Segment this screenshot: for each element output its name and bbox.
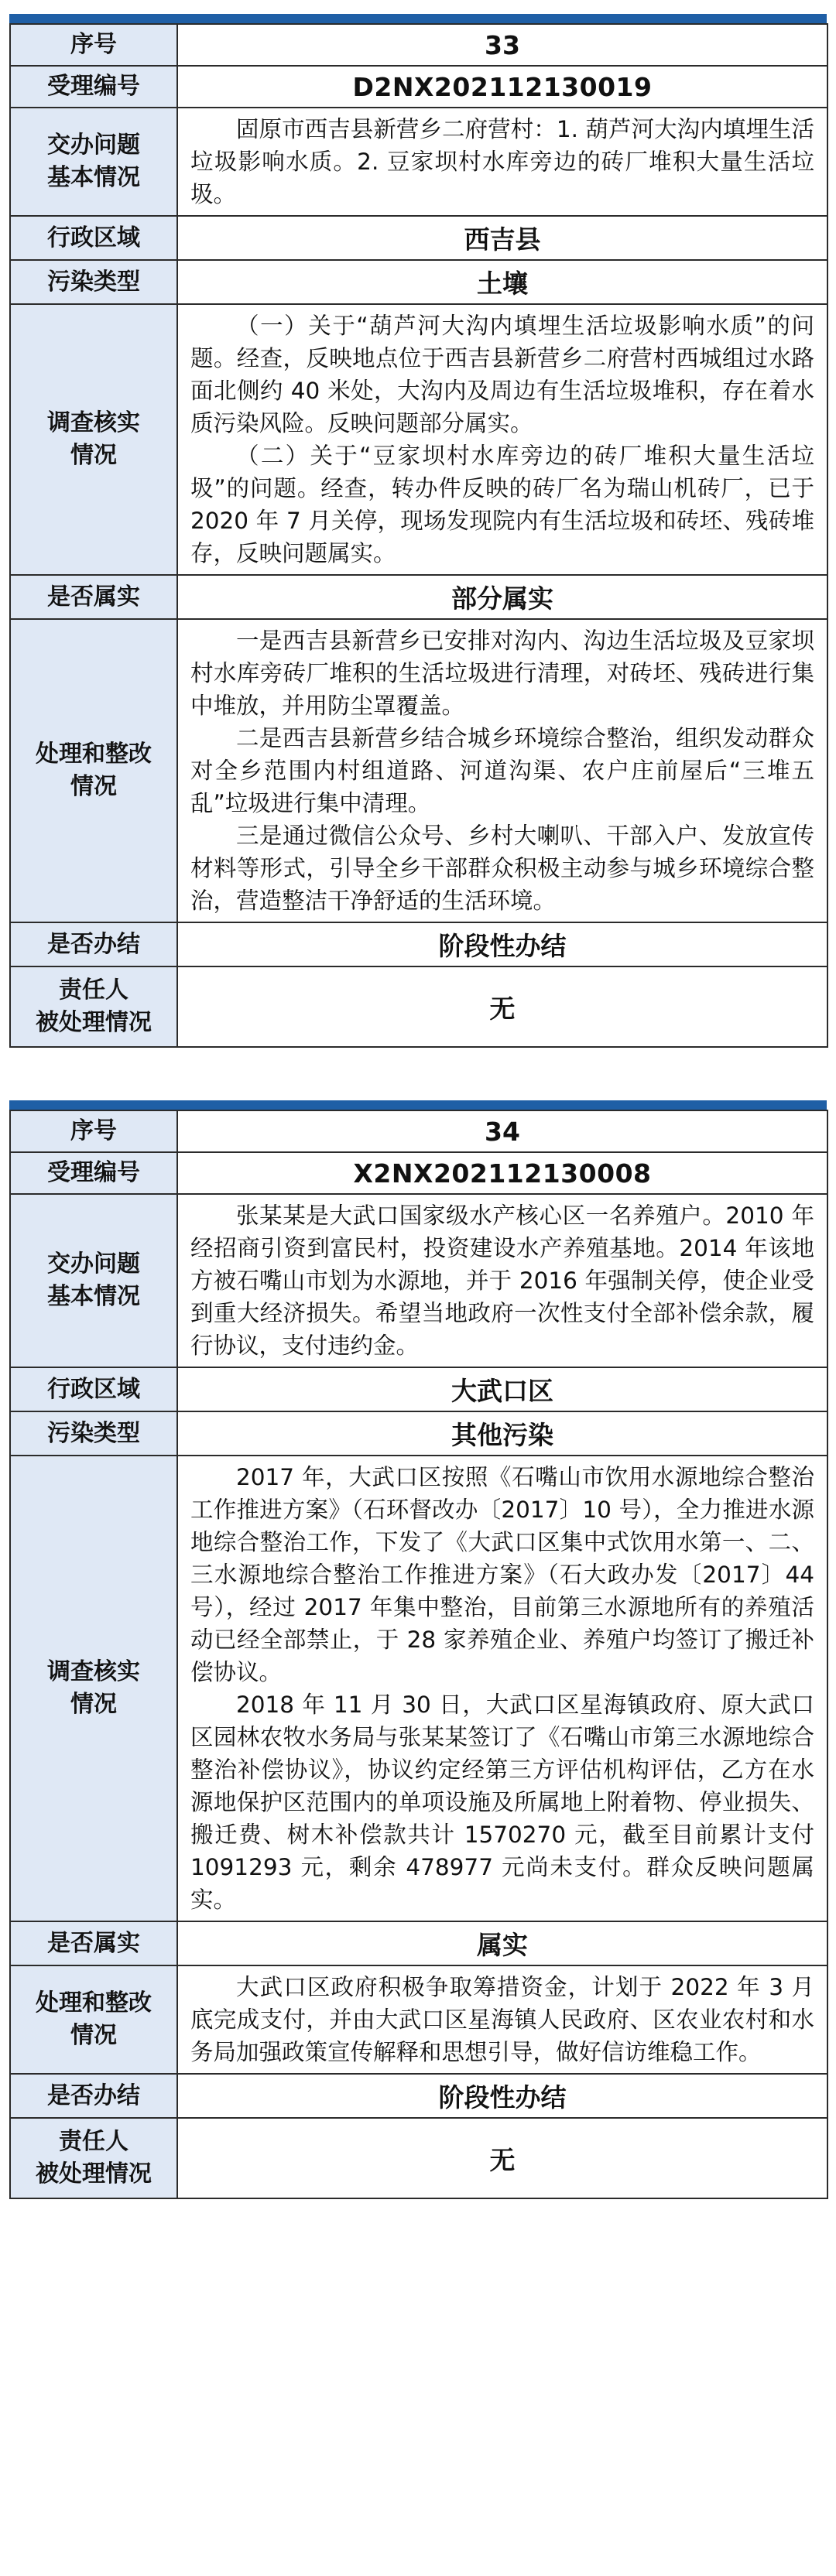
investigation-paragraph: 2017 年，大武口区按照《石嘴山市饮用水源地综合整治工作推进方案》（石环督改办〔2017〕10 号），全力推进水源地综合整治工作，下发了《大武口区集中式饮用水第一、二、三水源地综合整治工作推进方案》（石大政办发〔2017〕44 号），经过 2017 年集中整治，目前第三水源地所有的养殖活动已经全部禁止，于 28 家养殖企业、养殖户均签订了搬迁补偿协议。 <box>190 1464 814 1685</box>
row-accountability <box>10 2118 827 2198</box>
row-investigation <box>10 1456 827 1921</box>
label-problem-line1: 交办问题 <box>47 132 140 159</box>
label-investigation-line1: 调查核实 <box>47 1658 140 1685</box>
label-accountability-line1: 责任人 <box>59 977 128 1004</box>
problem-text: 张某某是大武口国家级水产核心区一名养殖户。2010 年经招商引资到富民村，投资建设水产养殖基地。2014 年该地方被石嘴山市划为水源地，并于 2016 年强制关停，使企业受到重大经济损失。希望当地政府一次性支付全部补偿余款，履行协议，支付违约金。 <box>190 1202 814 1359</box>
label-handling <box>10 619 177 922</box>
label-investigation-line1: 调查核实 <box>47 409 140 436</box>
label-handling <box>10 1965 177 2074</box>
row-pollution-type <box>10 1411 827 1456</box>
value-accountability: 无 <box>177 966 827 1047</box>
label-handling-line1: 处理和整改 <box>36 1989 152 2017</box>
label-handling-line1: 处理和整改 <box>36 741 152 768</box>
label-pollution-type: 污染类型 <box>10 260 177 304</box>
value-problem <box>177 1194 827 1367</box>
label-investigation-line2: 情况 <box>70 442 117 469</box>
row-seq <box>10 24 827 66</box>
value-acceptance-no: X2NX202112130008 <box>177 1152 827 1194</box>
label-accountability <box>10 2118 177 2198</box>
handling-paragraph: 一是西吉县新营乡已安排对沟内、沟边生活垃圾及豆家坝村水库旁砖厂堆积的生活垃圾进行清理，对砖坯、残砖进行集中堆放，并用防尘罩覆盖。 <box>190 628 814 719</box>
label-region: 行政区域 <box>10 1367 177 1411</box>
row-pollution-type <box>10 260 827 304</box>
row-accountability <box>10 966 827 1047</box>
value-acceptance-no: D2NX202112130019 <box>177 66 827 108</box>
label-seq: 序号 <box>10 24 177 66</box>
label-investigation-line2: 情况 <box>70 1691 117 1718</box>
value-investigation <box>177 1456 827 1921</box>
row-problem <box>10 1194 827 1367</box>
row-is-done <box>10 2074 827 2118</box>
record-top-bar <box>9 1100 827 1110</box>
row-region <box>10 216 827 260</box>
value-investigation <box>177 304 827 575</box>
row-investigation <box>10 304 827 575</box>
row-acceptance-no <box>10 1152 827 1194</box>
investigation-paragraph: （一）关于“葫芦河大沟内填埋生活垃圾影响水质”的问题。经查，反映地点位于西吉县新营乡二府营村西城组过水路面北侧约 40 米处，大沟内及周边有生活垃圾堆积，存在着水质污染风险。反映问题部分属实。 <box>190 313 814 436</box>
value-region: 西吉县 <box>177 216 827 260</box>
label-handling-line2: 情况 <box>70 773 117 800</box>
row-handling <box>10 1965 827 2074</box>
value-is-true: 属实 <box>177 1921 827 1965</box>
row-acceptance-no <box>10 66 827 108</box>
investigation-paragraph: （二）关于“豆家坝村水库旁边的砖厂堆积大量生活垃圾”的问题。经查，转办件反映的砖厂名为瑞山机砖厂，已于 2020 年 7 月关停，现场发现院内有生活垃圾和砖坯、残砖堆存，反映问题属实。 <box>190 443 814 566</box>
label-acceptance-no: 受理编号 <box>10 66 177 108</box>
value-is-done: 阶段性办结 <box>177 922 827 966</box>
label-problem <box>10 108 177 216</box>
handling-paragraph: 大武口区政府积极争取筹措资金，计划于 2022 年 3 月底完成支付，并由大武口区星海镇人民政府、区农业农村和水务局加强政策宣传解释和思想引导，做好信访维稳工作。 <box>190 1974 814 2065</box>
label-handling-line2: 情况 <box>70 2022 117 2049</box>
value-seq: 34 <box>177 1110 827 1152</box>
value-region: 大武口区 <box>177 1367 827 1411</box>
handling-paragraph: 三是通过微信公众号、乡村大喇叭、干部入户、发放宣传材料等形式，引导全乡干部群众积极主动参与城乡环境综合整治，营造整洁干净舒适的生活环境。 <box>190 823 814 914</box>
label-accountability <box>10 966 177 1047</box>
value-pollution-type: 土壤 <box>177 260 827 304</box>
label-pollution-type: 污染类型 <box>10 1411 177 1456</box>
record-table <box>9 1110 828 2199</box>
value-accountability: 无 <box>177 2118 827 2198</box>
problem-text: 固原市西吉县新营乡二府营村：1. 葫芦河大沟内填埋生活垃圾影响水质。2. 豆家坝村水库旁边的砖厂堆积大量生活垃圾。 <box>190 116 814 207</box>
investigation-paragraph: 2018 年 11 月 30 日，大武口区星海镇政府、原大武口区园林农牧水务局与张某某签订了《石嘴山市第三水源地综合整治补偿协议》，协议约定经第三方评估机构评估，乙方在水源地保护区范围内的单项设施及所属地上附着物、停业损失、搬迁费、树木补偿款共计 1570270 元，截至目前累计支付 1091293 元，剩余 478977 元尚未支付。群众反映问题属实。 <box>190 1692 814 1913</box>
value-handling <box>177 619 827 922</box>
row-problem <box>10 108 827 216</box>
label-is-done: 是否办结 <box>10 2074 177 2118</box>
label-problem-line2: 基本情况 <box>47 164 140 191</box>
value-pollution-type: 其他污染 <box>177 1411 827 1456</box>
row-is-true <box>10 575 827 619</box>
row-region <box>10 1367 827 1411</box>
record-33 <box>9 14 827 1048</box>
value-is-done: 阶段性办结 <box>177 2074 827 2118</box>
row-is-true <box>10 1921 827 1965</box>
record-table <box>9 23 828 1048</box>
label-region: 行政区域 <box>10 216 177 260</box>
row-is-done <box>10 922 827 966</box>
label-problem <box>10 1194 177 1367</box>
label-seq: 序号 <box>10 1110 177 1152</box>
label-problem-line2: 基本情况 <box>47 1283 140 1310</box>
record-34 <box>9 1100 827 2199</box>
row-handling <box>10 619 827 922</box>
value-seq: 33 <box>177 24 827 66</box>
label-is-done: 是否办结 <box>10 922 177 966</box>
label-acceptance-no: 受理编号 <box>10 1152 177 1194</box>
label-is-true: 是否属实 <box>10 1921 177 1965</box>
value-handling <box>177 1965 827 2074</box>
handling-paragraph: 二是西吉县新营乡结合城乡环境综合整治，组织发动群众对全乡范围内村组道路、河道沟渠、农户庄前屋后“三堆五乱”垃圾进行集中清理。 <box>190 725 814 816</box>
value-problem <box>177 108 827 216</box>
record-top-bar <box>9 14 827 23</box>
label-investigation <box>10 304 177 575</box>
value-is-true: 部分属实 <box>177 575 827 619</box>
label-accountability-line2: 被处理情况 <box>36 2160 152 2188</box>
label-investigation <box>10 1456 177 1921</box>
label-problem-line1: 交办问题 <box>47 1250 140 1278</box>
row-seq <box>10 1110 827 1152</box>
label-accountability-line1: 责任人 <box>59 2128 128 2155</box>
label-is-true: 是否属实 <box>10 575 177 619</box>
label-accountability-line2: 被处理情况 <box>36 1009 152 1036</box>
